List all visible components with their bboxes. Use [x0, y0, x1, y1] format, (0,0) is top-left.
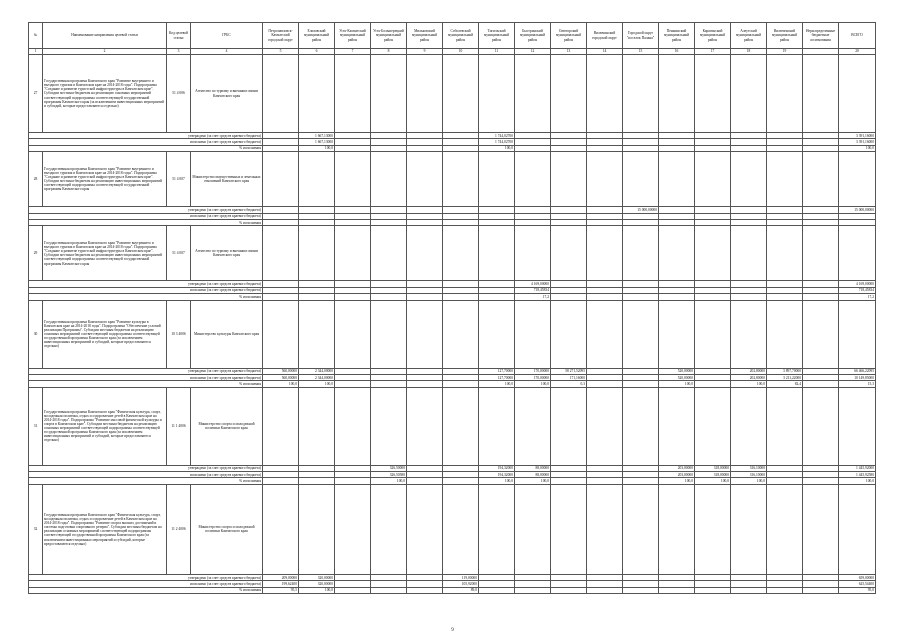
empty-cell	[407, 55, 443, 133]
column-number: 2	[43, 49, 167, 55]
empty-cell	[695, 55, 731, 133]
row-grbs: Агентство по туризму и внешним связям Камчатского края	[191, 55, 263, 133]
column-header: Усть-Большерецкий муниципальный район	[371, 23, 407, 49]
subrow-label: исполнено (за счет средств краевого бюджета)	[29, 581, 263, 587]
empty-cell	[443, 226, 479, 281]
value-cell: 625,54400	[839, 581, 876, 587]
value-cell: 4 169,00000	[515, 281, 551, 287]
row-target-code: 10 3 4006	[167, 300, 191, 368]
empty-cell	[407, 152, 443, 207]
empty-cell	[803, 55, 839, 133]
subrow-label: исполнено (за счет средств краевого бюджета)	[29, 374, 263, 380]
empty-cell	[407, 300, 443, 368]
column-header: Вилючинский городской округ	[587, 23, 623, 49]
subrow-label: % исполнения	[29, 145, 263, 151]
row-number: 28	[29, 152, 43, 207]
value-cell: 520,00000	[659, 368, 695, 374]
column-header: Мильковский муниципальный район	[407, 23, 443, 49]
column-header: Соболевский муниципальный район	[443, 23, 479, 49]
empty-cell	[623, 55, 659, 133]
value-cell: 17,2	[515, 294, 551, 300]
value-cell: 100,0	[263, 381, 299, 387]
empty-cell	[695, 387, 731, 465]
row-description: Государственная программа Камчатского края "Развитие внутреннего и въездного туризма в Камчатском крае на 2014-2018 годы". Подпрограмма "Создание и развитие туристской инфраструктуры в Камчатском крае". Субсидии местным бюджетам на реализацию инвестиционных мероприятий соответствующей подпрограммы соответствующей государственной программы Камчатского края	[43, 226, 167, 281]
subrow-label: исполнено (за счет средств краевого бюджета)	[29, 213, 263, 219]
empty-cell	[299, 226, 335, 281]
column-header: Елизовский муниципальный район	[299, 23, 335, 49]
value-cell	[731, 587, 767, 593]
column-header: ГРБС	[191, 23, 263, 49]
empty-cell	[479, 152, 515, 207]
value-cell	[587, 587, 623, 593]
empty-cell	[731, 152, 767, 207]
value-cell: 2 344,00000	[299, 368, 335, 374]
empty-cell	[371, 226, 407, 281]
value-cell: 100,0	[515, 381, 551, 387]
empty-cell	[731, 387, 767, 465]
value-cell	[623, 587, 659, 593]
value-cell: 202,80000	[731, 374, 767, 380]
value-cell: 320,00000	[299, 574, 335, 580]
empty-cell	[407, 484, 443, 574]
column-header: Алеутский муниципальный район	[731, 23, 767, 49]
empty-cell	[515, 55, 551, 133]
value-cell: 89,0	[443, 587, 479, 593]
empty-cell	[551, 387, 587, 465]
column-number: 19	[767, 49, 803, 55]
value-cell: 1 667,13000	[299, 133, 335, 139]
empty-cell	[443, 484, 479, 574]
empty-cell	[335, 226, 371, 281]
empty-cell	[623, 387, 659, 465]
value-cell: 1 744,02700	[479, 133, 515, 139]
empty-cell	[299, 300, 335, 368]
value-cell: 100,0	[371, 478, 407, 484]
value-cell: 82,4	[767, 381, 803, 387]
value-cell: 95,0	[839, 587, 876, 593]
row-number: 29	[29, 226, 43, 281]
empty-cell	[803, 300, 839, 368]
empty-cell	[407, 387, 443, 465]
value-cell	[371, 587, 407, 593]
value-cell: 95,5	[263, 587, 299, 593]
table-header	[29, 23, 876, 55]
empty-cell	[335, 484, 371, 574]
empty-cell	[443, 300, 479, 368]
empty-cell	[587, 484, 623, 574]
value-cell	[551, 587, 587, 593]
empty-cell	[803, 152, 839, 207]
empty-cell	[371, 55, 407, 133]
empty-cell	[515, 152, 551, 207]
subrow-label: утверждено (за счет средств краевого бюджета)	[29, 281, 263, 287]
empty-cell	[299, 387, 335, 465]
empty-cell	[839, 55, 876, 133]
column-header: Код целевой статьи	[167, 23, 191, 49]
value-cell: 0,3	[551, 381, 587, 387]
table-row	[29, 152, 876, 207]
empty-cell	[479, 226, 515, 281]
value-cell: 15 000,00000	[623, 207, 659, 213]
value-cell	[659, 587, 695, 593]
column-header: Нераспределенные бюджетные ассигнования	[803, 23, 839, 49]
column-number: 17	[695, 49, 731, 55]
empty-cell	[515, 484, 551, 574]
row-number: 31	[29, 387, 43, 465]
column-number: 16	[659, 49, 695, 55]
value-cell: 119,00000	[443, 574, 479, 580]
row-target-code: 51 4 007	[167, 226, 191, 281]
value-cell	[515, 587, 551, 593]
column-number: 1	[29, 49, 43, 55]
value-cell: 3 391,16000	[839, 139, 876, 145]
value-cell: 127,70000	[479, 374, 515, 380]
column-number: 6	[299, 49, 335, 55]
empty-cell	[299, 55, 335, 133]
row-grbs: Министерство спорта и молодежной политики Камчатского края	[191, 484, 263, 574]
value-cell	[407, 587, 443, 593]
column-number: 11	[479, 49, 515, 55]
row-grbs: Министерство имущественных и земельных отношений Камчатского края	[191, 152, 263, 207]
value-cell: 10 149,85000	[839, 374, 876, 380]
column-number: 18	[731, 49, 767, 55]
budget-table	[28, 22, 876, 594]
row-number: 32	[29, 484, 43, 574]
value-cell: 88,00000	[515, 472, 551, 478]
empty-cell	[587, 387, 623, 465]
empty-cell	[551, 55, 587, 133]
empty-cell	[299, 152, 335, 207]
empty-cell	[659, 484, 695, 574]
value-cell: 100,0	[839, 145, 876, 151]
row-description: Государственная программа Камчатского края "Развитие внутреннего и въездного туризма в Камчатском крае на 2014-2018 годы". Подпрограмма "Создание и развитие туристской инфраструктуры в Камчатском крае". Субсидии местным бюджетам на реализацию инвестиционных мероприятий соответствующей подпрограммы соответствующей государственной программы Камчатского края	[43, 152, 167, 207]
value-cell: 209,00000	[263, 574, 299, 580]
table-row	[29, 226, 876, 281]
subrow-label: исполнено (за счет средств краевого бюджета)	[29, 472, 263, 478]
empty-cell	[803, 226, 839, 281]
empty-cell	[443, 387, 479, 465]
column-header: Пенжинский муниципальный район	[659, 23, 695, 49]
column-number: 7	[335, 49, 371, 55]
column-number: 13	[551, 49, 587, 55]
row-number: 30	[29, 300, 43, 368]
value-cell: 100,0	[731, 381, 767, 387]
value-cell: 560,00000	[263, 374, 299, 380]
value-cell: 199,62400	[263, 581, 299, 587]
value-cell: 3 391,16000	[839, 133, 876, 139]
empty-cell	[839, 152, 876, 207]
header-row	[29, 23, 876, 49]
row-target-code: 51 4 007	[167, 152, 191, 207]
column-header: Тигильский муниципальный район	[479, 23, 515, 49]
value-cell: 58 271,52095	[551, 368, 587, 374]
empty-cell	[335, 55, 371, 133]
empty-cell	[839, 226, 876, 281]
empty-cell	[299, 484, 335, 574]
empty-cell	[335, 152, 371, 207]
empty-cell	[803, 484, 839, 574]
empty-cell	[695, 484, 731, 574]
empty-cell	[479, 484, 515, 574]
empty-cell	[659, 387, 695, 465]
row-description: Государственная программа Камчатского края "Физическая культура, спорт, молодежная политика, отдых и оздоровление детей в Камчатском крае на 2014-2018 годы". Подпрограмма "Развитие массовой физической культуры и спорта в Камчатском крае". Субсидии местным бюджетам на реализацию основных мероприятий соответствующей подпрограммы соответствующей государственной программы Камчатского края (за исключением инвестиционных мероприятий и субсидий, которые предоставляются отдельно)	[43, 387, 167, 465]
row-number: 27	[29, 55, 43, 133]
column-header: Вилюченский муниципальный район	[767, 23, 803, 49]
empty-cell	[659, 152, 695, 207]
subrow-label: исполнено (за счет средств краевого бюджета)	[29, 139, 263, 145]
value-cell: 194,32000	[479, 472, 515, 478]
value-cell: 326,50580	[371, 472, 407, 478]
value-cell: 326,50000	[371, 465, 407, 471]
value-cell: 718,45834	[515, 287, 551, 293]
empty-cell	[767, 152, 803, 207]
row-description: Государственная программа Камчатского края "Развитие внутреннего и въездного туризма в Камчатском крае на 2014-2018 годы". Подпрограмма "Создание и развитие туристской инфраструктуры в Камчатском крае". Субсидии местным бюджетам на реализацию основных мероприятий соответствующей подпрограммы соответствующей государственной программы Камчатского края (за исключением инвестиционных мероприятий и субсидий, которые предоставляются отдельно)	[43, 55, 167, 133]
empty-cell	[479, 300, 515, 368]
empty-cell	[479, 387, 515, 465]
subrow-label: утверждено (за счет средств краевого бюджета)	[29, 133, 263, 139]
empty-cell	[479, 55, 515, 133]
column-number: 14	[587, 49, 623, 55]
empty-cell	[767, 55, 803, 133]
empty-cell	[659, 300, 695, 368]
value-cell: 3 897,70000	[767, 368, 803, 374]
value-cell: 170,00000	[515, 374, 551, 380]
empty-cell	[407, 226, 443, 281]
value-cell	[335, 587, 371, 593]
subrow-label: утверждено (за счет средств краевого бюджета)	[29, 465, 263, 471]
empty-cell	[443, 55, 479, 133]
table-row	[29, 55, 876, 133]
value-cell: 88,00000	[515, 465, 551, 471]
column-number: 4	[191, 49, 263, 55]
row-target-code: 11 2 4006	[167, 484, 191, 574]
empty-cell	[443, 152, 479, 207]
value-cell: 100,0	[479, 478, 515, 484]
column-number: 15	[623, 49, 659, 55]
column-header: ВСЕГО	[839, 23, 876, 49]
empty-cell	[515, 387, 551, 465]
column-number: 8	[371, 49, 407, 55]
empty-cell	[731, 484, 767, 574]
empty-cell	[839, 300, 876, 368]
empty-cell	[695, 226, 731, 281]
value-cell	[803, 587, 839, 593]
subrow-label: утверждено (за счет средств краевого бюджета)	[29, 207, 263, 213]
empty-cell	[659, 226, 695, 281]
value-cell: 17,2	[839, 294, 876, 300]
value-cell: 170,00000	[515, 368, 551, 374]
row-description: Государственная программа Камчатского края "Развитие культуры в Камчатском крае на 2014-2018 годы". Подпрограмма "Обеспечение условий реализации Программы". Субсидии местным бюджетам на реализацию основных мероприятий соответствующей подпрограммы соответствующей государственной программы Камчатского края (за исключением инвестиционных мероприятий и субсидий, которые предоставляются отдельно)	[43, 300, 167, 368]
subrow-label: исполнено (за счет средств краевого бюджета)	[29, 287, 263, 293]
column-header: Олюторский муниципальный район	[551, 23, 587, 49]
value-cell	[695, 587, 731, 593]
row-grbs: Агентство по туризму и внешним связям Камчатского края	[191, 226, 263, 281]
value-cell: 316,10000	[731, 472, 767, 478]
column-number: 20	[839, 49, 876, 55]
empty-cell	[335, 300, 371, 368]
value-cell: 203,00000	[659, 472, 695, 478]
column-number: 3	[167, 49, 191, 55]
empty-cell	[767, 226, 803, 281]
empty-cell	[515, 226, 551, 281]
column-header: №	[29, 23, 43, 49]
table-row	[29, 387, 876, 465]
value-cell: 66 466,22095	[839, 368, 876, 374]
subrow-label: утверждено (за счет средств краевого бюджета)	[29, 368, 263, 374]
value-cell: 560,00000	[263, 368, 299, 374]
value-cell: 15 000,00000	[839, 207, 876, 213]
empty-cell	[803, 387, 839, 465]
value-cell: 2 344,00000	[299, 374, 335, 380]
table-row	[29, 300, 876, 368]
column-header: Усть-Камчатский муниципальный район	[335, 23, 371, 49]
value-cell: 171,16000	[551, 374, 587, 380]
empty-cell	[767, 484, 803, 574]
value-cell: 127,70000	[479, 368, 515, 374]
row-target-code: 51 4 006	[167, 55, 191, 133]
empty-cell	[623, 484, 659, 574]
empty-cell	[623, 226, 659, 281]
value-cell: 316,10000	[731, 465, 767, 471]
column-number: 10	[443, 49, 479, 55]
empty-cell	[371, 387, 407, 465]
column-header: Быстринский муниципальный район	[515, 23, 551, 49]
empty-cell	[731, 55, 767, 133]
row-target-code: 11 1 4006	[167, 387, 191, 465]
value-cell: 100,0	[299, 381, 335, 387]
value-cell: 100,0	[479, 381, 515, 387]
value-cell: 1 445,92000	[839, 465, 876, 471]
empty-cell	[263, 226, 299, 281]
value-cell: 320,00000	[299, 581, 335, 587]
row-grbs: Министерство культуры Камчатского края	[191, 300, 263, 368]
empty-cell	[767, 387, 803, 465]
value-cell: 4 169,00000	[839, 281, 876, 287]
column-header: Наименование направления целевой статьи	[43, 23, 167, 49]
empty-cell	[263, 152, 299, 207]
empty-cell	[587, 300, 623, 368]
empty-cell	[551, 484, 587, 574]
value-cell: 3 211,22000	[767, 374, 803, 380]
empty-cell	[623, 152, 659, 207]
value-cell: 105,92000	[443, 581, 479, 587]
empty-cell	[839, 484, 876, 574]
value-cell: 100,0	[515, 478, 551, 484]
value-cell: 100,0	[479, 145, 515, 151]
empty-cell	[731, 300, 767, 368]
column-header: Карагинский муниципальный район	[695, 23, 731, 49]
empty-cell	[731, 226, 767, 281]
empty-cell	[587, 226, 623, 281]
value-cell: 202,80000	[731, 368, 767, 374]
value-cell: 203,00000	[659, 465, 695, 471]
value-cell: 1 744,02700	[479, 139, 515, 145]
table-row	[29, 484, 876, 574]
value-cell: 100,0	[299, 145, 335, 151]
empty-cell	[767, 300, 803, 368]
column-number: 9	[407, 49, 443, 55]
empty-cell	[263, 387, 299, 465]
page-number: 9	[451, 628, 454, 633]
column-number: 5	[263, 49, 299, 55]
column-header: Петропавловск-Камчатский городской округ	[263, 23, 299, 49]
empty-cell	[263, 55, 299, 133]
empty-cell	[587, 152, 623, 207]
empty-cell	[335, 387, 371, 465]
value-cell: 194,32000	[479, 465, 515, 471]
subrow-label: % исполнения	[29, 478, 263, 484]
empty-cell	[551, 226, 587, 281]
empty-cell	[551, 300, 587, 368]
value-cell	[479, 587, 515, 593]
value-cell	[767, 587, 803, 593]
value-cell: 1 445,92580	[839, 472, 876, 478]
value-cell: 100,0	[659, 381, 695, 387]
column-number: 12	[515, 49, 551, 55]
empty-cell	[659, 55, 695, 133]
value-cell: 659,00000	[839, 574, 876, 580]
value-cell: 1 667,13000	[299, 139, 335, 145]
value-cell: 100,0	[839, 478, 876, 484]
subrow-label: утверждено (за счет средств краевого бюджета)	[29, 574, 263, 580]
table-subrow	[29, 587, 876, 593]
empty-cell	[515, 300, 551, 368]
subrow-label: % исполнения	[29, 219, 263, 225]
value-cell: 15,3	[839, 381, 876, 387]
value-cell: 100,0	[731, 478, 767, 484]
table-body	[29, 55, 876, 594]
empty-cell	[695, 152, 731, 207]
value-cell: 100,0	[299, 587, 335, 593]
empty-cell	[263, 484, 299, 574]
subrow-label: % исполнения	[29, 381, 263, 387]
value-cell: 100,0	[695, 478, 731, 484]
empty-cell	[371, 152, 407, 207]
empty-cell	[587, 55, 623, 133]
value-cell: 520,00000	[659, 374, 695, 380]
value-cell: 318,00000	[695, 465, 731, 471]
empty-cell	[551, 152, 587, 207]
empty-cell	[839, 387, 876, 465]
empty-cell	[623, 300, 659, 368]
empty-cell	[371, 484, 407, 574]
empty-cell	[695, 300, 731, 368]
subrow-label: % исполнения	[29, 294, 263, 300]
row-grbs: Министерство спорта и молодежной политики Камчатского края	[191, 387, 263, 465]
empty-cell	[263, 300, 299, 368]
empty-cell	[371, 300, 407, 368]
value-cell: 100,0	[659, 478, 695, 484]
row-description: Государственная программа Камчатского края "Физическая культура, спорт, молодежная политика, отдых и оздоровление детей в Камчатском крае на 2014-2018 годы". Подпрограмма "Развитие спорта высших достижений и системы подготовки спортивного резерва". Субсидии местным бюджетам на реализацию основных мероприятий соответствующей подпрограммы соответствующей государственной программы Камчатского края (за исключением инвестиционных мероприятий и субсидий, которые предоставляются отдельно)	[43, 484, 167, 574]
column-header: Городской округ "поселок Палана"	[623, 23, 659, 49]
subrow-label: % исполнения	[29, 587, 263, 593]
value-cell: 718,45834	[839, 287, 876, 293]
value-cell: 318,00000	[695, 472, 731, 478]
